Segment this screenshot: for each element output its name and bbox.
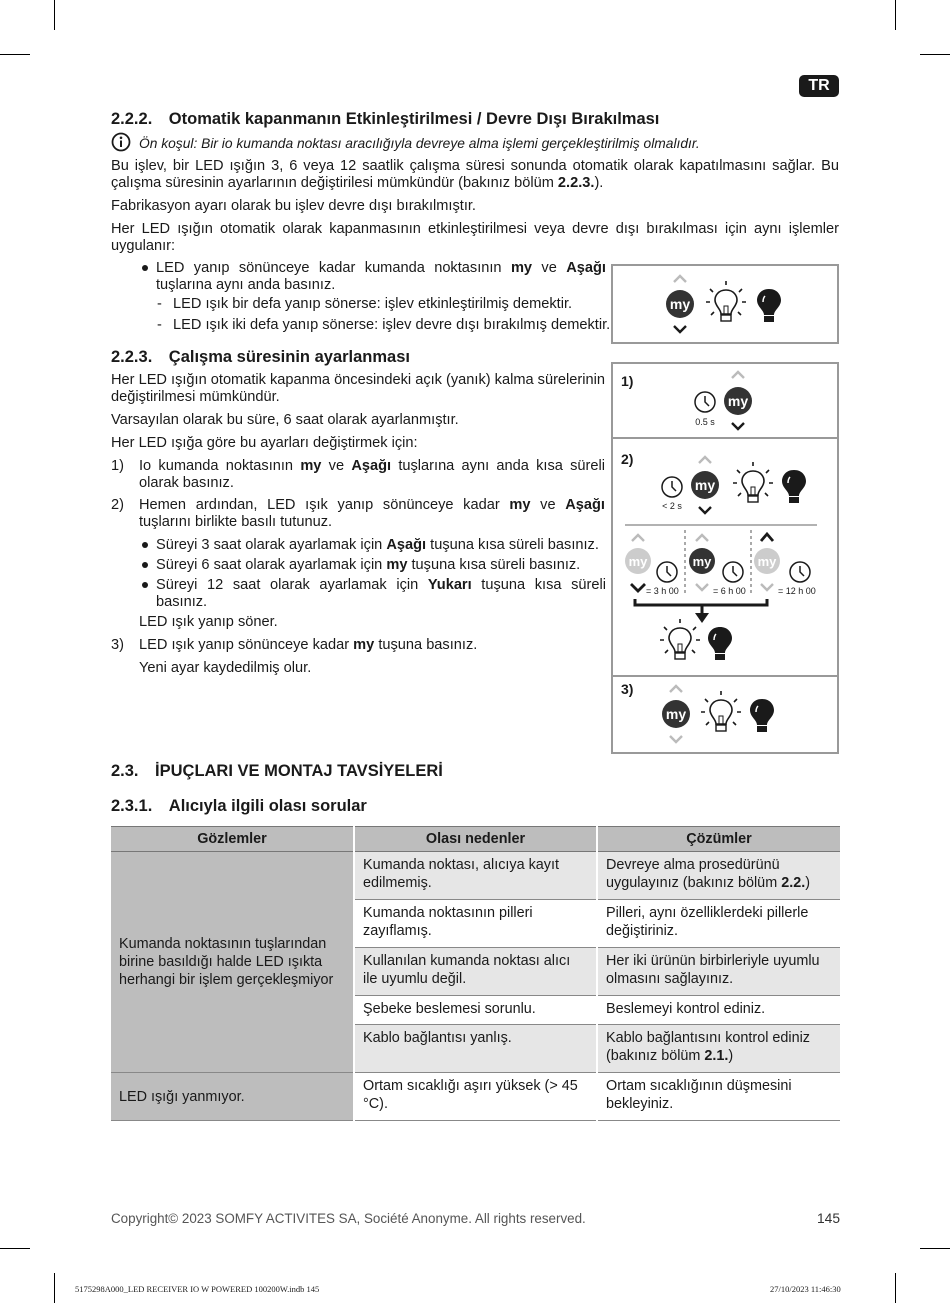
arrow-head-icon (695, 613, 709, 623)
list-item: LED ışık iki defa yanıp sönerse: işlev devre dışı bırakılmış demektir. (173, 317, 611, 333)
down-arrow-icon (699, 507, 711, 513)
duration-label: < 2 s (662, 501, 682, 511)
figure-step-label: 2) (621, 451, 634, 467)
up-arrow-icon (632, 535, 644, 541)
clock-icon (657, 562, 677, 582)
lit-bulb-icon (708, 627, 732, 660)
list-item: LED ışık bir defa yanıp sönerse: işlev etkinleştirilmiş demektir. (173, 296, 573, 312)
table-cell: Şebeke beslemesi sorunlu. (354, 996, 597, 1025)
table-cell: Pilleri, aynı özelliklerdeki pillerle değiştiriniz. (597, 900, 840, 948)
table-cell: Kablo bağlantısı yanlış. (354, 1025, 597, 1073)
table-cell: Devreye alma prosedürünü uygulayınız (bakınız bölüm 2.2.) (597, 852, 840, 900)
table-cell: Kumanda noktasının pilleri zayıflamış. (354, 900, 597, 948)
section-heading-2-3-1: 2.3.1. Alıcıyla ilgili olası sorular (111, 797, 367, 815)
down-arrow-icon (670, 736, 682, 742)
down-arrow-icon (631, 584, 645, 591)
crop-mark (0, 1248, 30, 1249)
up-arrow-icon (732, 372, 744, 378)
paragraph: Her LED ışığın otomatik kapanma öncesindeki açık (yanık) kalma sürelerinin değiştirilmesi mümkündür. (111, 372, 605, 405)
clock-icon (723, 562, 743, 582)
lit-bulb-icon (782, 470, 806, 503)
table-row (111, 852, 840, 900)
prerequisite-note: Ön koşul: Bir io kumanda noktası aracılığıyla devreye alma işlemi gerçekleştirilmiş olmalıdır. (139, 136, 700, 151)
table-cell: Ortam sıcaklığının düşmesini bekleyiniz. (597, 1073, 840, 1121)
table-cell: LED ışığı yanmıyor. (111, 1073, 354, 1121)
bracket (635, 599, 767, 605)
down-arrow-icon (761, 584, 773, 590)
duration-label: = 12 h 00 (778, 586, 816, 596)
up-arrow-icon (674, 276, 686, 282)
bullet (142, 542, 148, 548)
crop-mark (920, 54, 950, 55)
duration-label: 0.5 s (695, 417, 715, 427)
figure-step-label: 3) (621, 681, 634, 697)
my-label: my (727, 393, 749, 409)
crop-mark (895, 0, 896, 30)
up-arrow-icon (761, 534, 773, 541)
table-header: Olası nedenler (354, 827, 597, 852)
print-slug-file: 5175298A000_LED RECEIVER IO W POWERED 100200W.indb 145 (75, 1284, 320, 1294)
my-label: my (665, 706, 687, 722)
step-number: 2) (111, 497, 124, 513)
list-item: LED yanıp sönünceye kadar kumanda noktasının my ve Aşağı tuşlarına aynı anda basınız. (156, 260, 606, 293)
clock-icon (695, 392, 715, 412)
figure-duration-steps (611, 362, 839, 754)
bullet (142, 582, 148, 588)
paragraph: Her LED ışığa göre bu ayarları değiştirmek için: (111, 435, 418, 451)
print-slug-date: 27/10/2023 11:46:30 (770, 1284, 841, 1294)
up-arrow-icon (699, 457, 711, 463)
crop-mark (54, 0, 55, 30)
blinking-bulb-icon (660, 619, 700, 659)
step-text: LED ışık yanıp sönünceye kadar my tuşuna basınız. (139, 637, 478, 653)
lit-bulb-icon (757, 289, 781, 322)
step-number: 1) (111, 458, 124, 474)
paragraph: Bu işlev, bir LED ışığın 3, 6 veya 12 saatlik çalışma süresi sonunda otomatik olarak kapatılmasını sağlar. Bu çalışma süresinin ayarlarının değiştirilesi mümkündür (bakınız bölüm 2.2.3.). (111, 158, 839, 191)
troubleshooting-table (111, 826, 840, 1121)
table-row (111, 1073, 840, 1121)
crop-mark (54, 1273, 55, 1303)
list-item: Süreyi 12 saat olarak ayarlamak için Yukarı tuşuna kısa süreli basınız. (156, 577, 606, 610)
table-cell: Kumanda noktasının tuşlarından birine basıldığı halde LED ışıkta herhangi bir işlem gerçekleşmiyor (111, 852, 354, 1073)
table-cell: Beslemeyi kontrol ediniz. (597, 996, 840, 1025)
list-item: Süreyi 3 saat olarak ayarlamak için Aşağı tuşuna kısa süreli basınız. (156, 537, 599, 553)
paragraph: Fabrikasyon ayarı olarak bu işlev devre dışı bırakılmıştır. (111, 198, 476, 214)
table-cell: Kumanda noktası, alıcıya kayıt edilmemiş. (354, 852, 597, 900)
up-arrow-icon (696, 535, 708, 541)
dash-marker: - (157, 296, 162, 312)
my-label: my (757, 554, 777, 569)
bullet (142, 265, 148, 271)
blinking-bulb-icon (701, 691, 741, 731)
section-heading-2-3: 2.3. İPUÇLARI VE MONTAJ TAVSİYELERİ (111, 762, 443, 780)
crop-mark (0, 54, 30, 55)
list-item: Süreyi 6 saat olarak ayarlamak için my tuşuna kısa süreli basınız. (156, 557, 581, 573)
my-label: my (692, 554, 712, 569)
paragraph: Her LED ışığın otomatik olarak kapanmasının etkinleştirilmesi veya devre dışı bırakılması için aynı işlemler uygulanır: (111, 221, 839, 254)
figure-step-label: 1) (621, 373, 634, 389)
down-arrow-icon (696, 584, 708, 590)
paragraph: LED ışık yanıp söner. (139, 614, 278, 630)
figure-toggle (611, 264, 839, 344)
step-text: Hemen ardından, LED ışık yanıp sönünceye kadar my ve Aşağı tuşlarını birlikte basılı tutunuz. (139, 497, 605, 530)
table-cell: Kablo bağlantısını kontrol ediniz (bakınız bölüm 2.1.) (597, 1025, 840, 1073)
table-header: Çözümler (597, 827, 840, 852)
section-heading-2-2-2: 2.2.2. Otomatik kapanmanın Etkinleştirilmesi / Devre Dışı Bırakılması (111, 110, 660, 128)
page-number: 145 (817, 1211, 841, 1226)
down-arrow-icon (732, 423, 744, 429)
dash-marker: - (157, 317, 162, 333)
step-text: Io kumanda noktasının my ve Aşağı tuşlarına aynı anda kısa süreli olarak basınız. (139, 458, 605, 491)
lit-bulb-icon (750, 699, 774, 732)
language-badge: TR (799, 75, 839, 97)
table-header: Gözlemler (111, 827, 354, 852)
down-arrow-icon (674, 326, 686, 332)
duration-label: = 3 h 00 (646, 586, 679, 596)
info-icon (111, 132, 131, 152)
paragraph: Yeni ayar kaydedilmiş olur. (139, 660, 312, 676)
duration-label: = 6 h 00 (713, 586, 746, 596)
bullet (142, 562, 148, 568)
clock-icon (790, 562, 810, 582)
table-cell: Her iki ürünün birbirleriyle uyumlu olmasını sağlayınız. (597, 948, 840, 996)
my-label: my (669, 296, 691, 312)
clock-icon (662, 477, 682, 497)
section-heading-2-2-3: 2.2.3. Çalışma süresinin ayarlanması (111, 348, 410, 366)
paragraph: Varsayılan olarak bu süre, 6 saat olarak ayarlanmıştır. (111, 412, 459, 428)
my-label: my (628, 554, 648, 569)
crop-mark (895, 1273, 896, 1303)
table-cell: Ortam sıcaklığı aşırı yüksek (> 45 °C). (354, 1073, 597, 1121)
blinking-bulb-icon (706, 281, 746, 321)
copyright: Copyright© 2023 SOMFY ACTIVITES SA, Société Anonyme. All rights reserved. (111, 1211, 586, 1226)
table-cell: Kullanılan kumanda noktası alıcı ile uyumlu değil. (354, 948, 597, 996)
step-number: 3) (111, 637, 124, 653)
up-arrow-icon (670, 686, 682, 692)
crop-mark (920, 1248, 950, 1249)
my-label: my (694, 477, 716, 493)
blinking-bulb-icon (733, 462, 773, 502)
